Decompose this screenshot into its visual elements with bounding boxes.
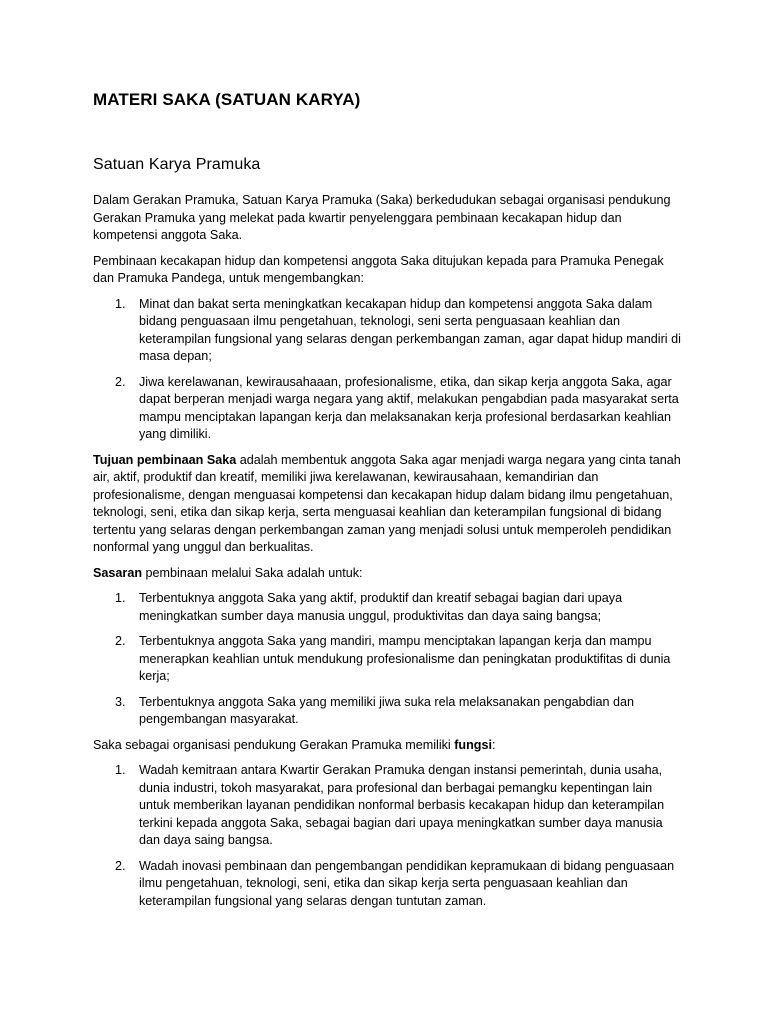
- list-item-text: Terbentuknya anggota Saka yang aktif, produktif dan kreatif sebagai bagian dari upaya meningkatkan sumber daya manusia unggul, produktivitas dan daya saing bangsa;: [139, 591, 623, 623]
- list-item: [93, 374, 683, 444]
- intro-paragraph: Dalam Gerakan Pramuka, Satuan Karya Pramuka (Saka) berkedudukan sebagai organisasi pendukung Gerakan Pramuka yang melekat pada kwartir penyelenggara pembinaan kecakapan hidup dan kompetensi anggota Saka.: [93, 193, 671, 242]
- function-paragraph: [93, 737, 683, 755]
- goal-lead: Tujuan pembinaan Saka: [93, 452, 237, 467]
- target-paragraph: [93, 565, 683, 583]
- list-item-text: Terbentuknya anggota Saka yang mandiri, mampu menciptakan lapangan kerja dan mampu menerapkan keahlian untuk mendukung profesionalisme dan peningkatan produktifitas di dunia kerja;: [139, 634, 671, 683]
- list-item: [93, 858, 683, 911]
- target-text: pembinaan melalui Saka adalah untuk:: [142, 565, 363, 580]
- list-number: 2.: [115, 858, 126, 873]
- document-title: MATERI SAKA (SATUAN KARYA): [93, 90, 361, 109]
- goal-paragraph: [93, 452, 683, 557]
- target-list: [93, 590, 683, 729]
- list-number: 3.: [115, 694, 126, 709]
- list-item: [93, 296, 683, 366]
- list-item-text: Wadah kemitraan antara Kwartir Gerakan Pramuka dengan instansi pemerintah, dunia usaha, dunia industri, tokoh masyarakat, para profesional dan berbagai pemangku kepentingan lain untuk memberikan layanan pendidikan nonformal berbasis kecakapan hidup dan keterampilan terkini kepada anggota Saka, sebagai bagian dari upaya meningkatkan sumber daya manusia dan daya saing bangsa.: [139, 763, 665, 847]
- list-item: [93, 633, 683, 686]
- list-number: 1.: [115, 296, 126, 311]
- list-item-text: Jiwa kerelawanan, kewirausahaaan, profesionalisme, etika, dan sikap kerja anggota Saka, agar dapat berperan menjadi warga negara yang aktif, melakukan pengabdian pada masyarakat serta mampu menciptakan lapangan kerja dan melaksanakan kerja profesional berdasarkan keahlian yang dimiliki.: [139, 374, 679, 441]
- section-heading: Satuan Karya Pramuka: [93, 156, 261, 173]
- list-number: 2.: [115, 634, 126, 648]
- document-page: [93, 88, 683, 918]
- function-text: Saka sebagai organisasi pendukung Gerakan Pramuka memiliki: [93, 737, 455, 752]
- list-item-text: Minat dan bakat serta meningkatkan kecakapan hidup dan kompetensi anggota Saka dalam bidang penguasaan ilmu pengetahuan, teknologi, seni serta penguasaan keahlian dan keterampilan fungsional yang selaras dengan perkembangan zaman, agar dapat hidup mandiri di masa depan;: [139, 296, 681, 363]
- function-colon: :: [492, 737, 496, 752]
- list-item-text: Terbentuknya anggota Saka yang memiliki jiwa suka rela melaksanakan pengabdian dan pengembangan masyarakat.: [139, 694, 634, 726]
- list-item: [93, 590, 683, 625]
- develop-list: [93, 296, 683, 444]
- list-item: [93, 762, 683, 850]
- list-number: 2.: [115, 374, 126, 389]
- list-item: [93, 694, 683, 729]
- list-item-text: Wadah inovasi pembinaan dan pengembangan pendidikan kepramukaan di bidang penguasaan ilmu pengetahuan, teknologi, seni, etika dan sikap kerja serta penguasaan keahlian dan keterampilan fungsional yang selaras dengan tuntutan zaman.: [139, 858, 675, 908]
- list-number: 1.: [115, 591, 126, 605]
- purpose-paragraph: Pembinaan kecakapan hidup dan kompetensi anggota Saka ditujukan kepada para Pramuka Penegak dan Pramuka Pandega, untuk mengembangkan:: [93, 253, 664, 285]
- goal-text: adalah membentuk anggota Saka agar menjadi warga negara yang cinta tanah air, aktif, produktif dan kreatif, memiliki jiwa kerelawanan, kewirausahaan, kemandirian dan profesionalisme, dengan menguasai kompetensi dan kecakapan hidup dalam bidang ilmu pengetahuan, teknologi, seni, etika dan sikap kerja, serta menguasai keahlian dan keterampilan fungsional di bidang tertentu yang selaras dengan perkembangan zaman yang menjadi solusi untuk memperoleh pendidikan nonformal yang unggul dan berkualitas.: [93, 452, 681, 554]
- function-list: [93, 762, 683, 910]
- target-lead: Sasaran: [93, 565, 143, 580]
- function-lead: fungsi: [454, 737, 492, 752]
- list-number: 1.: [115, 763, 126, 777]
